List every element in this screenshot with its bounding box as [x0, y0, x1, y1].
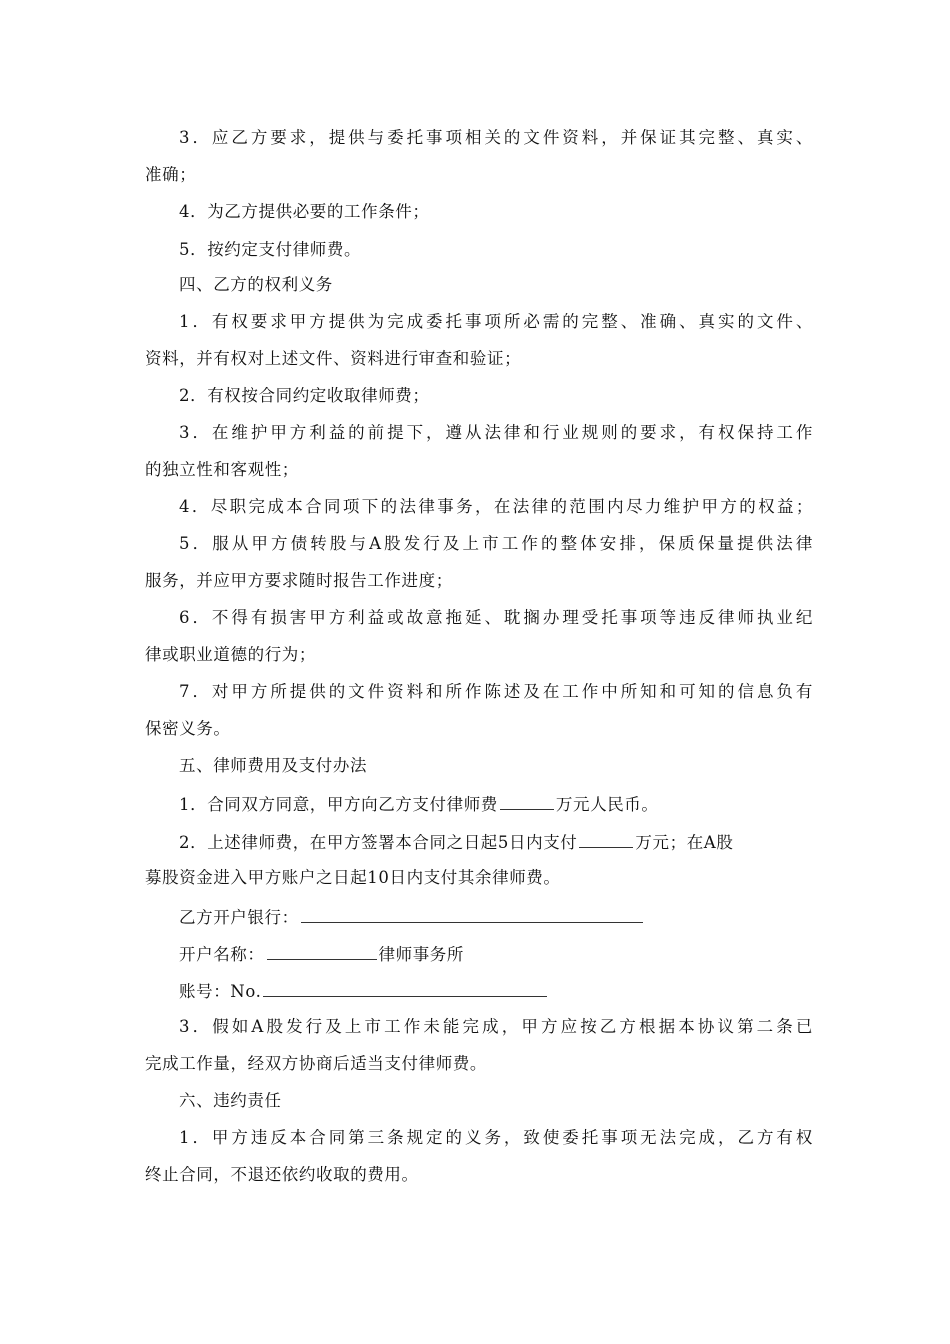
- section-heading: 六、违约责任: [179, 1091, 282, 1110]
- section-heading: 五、律师费用及支付办法: [179, 756, 368, 775]
- paragraph-line: 完成工作量，经双方协商后适当支付律师费。: [145, 1054, 487, 1073]
- bank-label: 乙方开户银行：: [179, 908, 299, 927]
- fee-clause-1-text: 1．合同双方同意，甲方向乙方支付律师费: [179, 795, 498, 814]
- paragraph-line: 4．为乙方提供必要的工作条件；: [179, 202, 430, 221]
- paragraph-line: 服务，并应甲方要求随时报告工作进度；: [145, 571, 453, 590]
- fee-clause-2: [179, 829, 733, 855]
- paragraph-line: 5．按约定支付律师费。: [179, 240, 362, 259]
- paragraph-line: 3．在维护甲方利益的前提下，遵从法律和行业规则的要求，有权保持工作: [179, 423, 813, 442]
- bank-field: [179, 904, 645, 930]
- paragraph-line: 终止合同，不退还依约收取的费用。: [145, 1165, 419, 1184]
- account-number-label: 账号：No.: [179, 982, 262, 1001]
- bank-blank: [301, 904, 643, 923]
- fee-clause-1-unit: 万元人民币。: [555, 795, 659, 814]
- paragraph-line: 4．尽职完成本合同项下的法律事务，在法律的范围内尽力维护甲方的权益；: [179, 497, 813, 516]
- paragraph-line: 3．应乙方要求，提供与委托事项相关的文件资料，并保证其完整、真实、: [179, 128, 813, 147]
- paragraph-line: 1．有权要求甲方提供为完成委托事项所必需的完整、准确、真实的文件、: [179, 312, 813, 331]
- fee-clause-1: [179, 791, 659, 817]
- paragraph-line: 6．不得有损害甲方利益或故意拖延、耽搁办理受托事项等违反律师执业纪: [179, 608, 813, 627]
- fee-amount-blank: [500, 791, 554, 810]
- paragraph-line: 7．对甲方所提供的文件资料和所作陈述及在工作中所知和可知的信息负有: [179, 682, 813, 701]
- account-name-blank: [267, 941, 377, 960]
- paragraph-line: 律或职业道德的行为；: [145, 645, 316, 664]
- paragraph-line: 2．有权按合同约定收取律师费；: [179, 386, 430, 405]
- first-payment-blank: [579, 829, 633, 848]
- paragraph-line: 5．服从甲方债转股与A股发行及上市工作的整体安排，保质保量提供法律: [179, 534, 813, 553]
- account-name-field: [179, 941, 464, 967]
- paragraph-line: 保密义务。: [145, 719, 231, 738]
- paragraph-line: 的独立性和客观性；: [145, 460, 299, 479]
- account-number-field: [179, 978, 549, 1004]
- fee-clause-2-unit: 万元；在A股: [635, 833, 734, 852]
- account-name-suffix: 律师事务所: [378, 945, 464, 964]
- fee-clause-2-text: 2．上述律师费，在甲方签署本合同之日起5日内支付: [179, 833, 578, 852]
- paragraph-line: 资料，并有权对上述文件、资料进行审查和验证；: [145, 349, 522, 368]
- account-number-blank: [263, 978, 547, 997]
- account-name-label: 开户名称：: [179, 945, 265, 964]
- paragraph-line: 1．甲方违反本合同第三条规定的义务，致使委托事项无法完成，乙方有权: [179, 1128, 813, 1147]
- paragraph-line: 准确；: [145, 165, 197, 184]
- paragraph-line: 3．假如A股发行及上市工作未能完成，甲方应按乙方根据本协议第二条已: [179, 1017, 813, 1036]
- section-heading: 四、乙方的权利义务: [179, 275, 333, 294]
- paragraph-line: 募股资金进入甲方账户之日起10日内支付其余律师费。: [145, 868, 561, 887]
